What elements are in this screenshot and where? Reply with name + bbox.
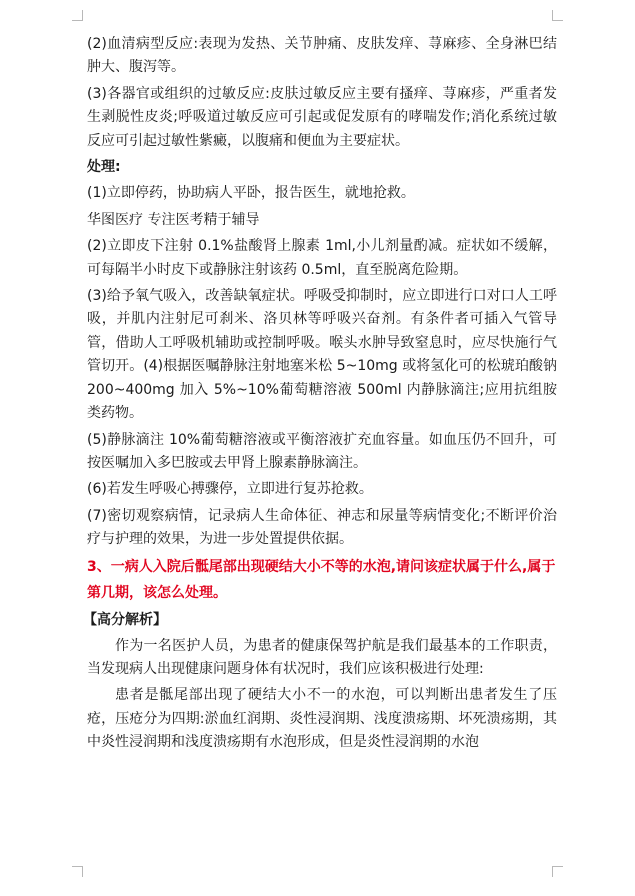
question-heading: 3、一病人入院后骶尾部出现硬结大小不等的水泡,请问该症状属于什么,属于第几期，该怎么处理。 [87,558,556,601]
treatment-step-3-4: (3)给予氧气吸入，改善缺氧症状。呼吸受抑制时，应立即进行口对口人工呼吸，并肌内注射尼可刹米、洛贝林等呼吸兴奋剂。有条件者可插入气管导管，借助人工呼吸机辅助或控制呼吸。喉头水肿导致窒息时，应尽快施行气管切开。(4)根据医嘱静脉注射地塞米松 5~10mg 或将氢化可的松琥珀酸钠 200~400mg 加入 5%~10%葡萄糖溶液 500ml 内静脉滴注;应用抗组胺类药物。 [87,288,557,422]
page-corner-mark-top-left [72,10,83,21]
watermark-line: 华图医疗 专注医考精于辅导 [87,211,260,228]
treatment-step-7: (7)密切观察病情，记录病人生命体征、神志和尿量等病情变化;不断评价治疗与护理的效果，为进一步处置提供依据。 [87,507,557,548]
analysis-heading: 【高分解析】 [83,611,167,628]
page-corner-mark-top-right [552,10,563,21]
treatment-step-2: (2)立即皮下注射 0.1%盐酸肾上腺素 1ml,小儿剂量酌减。症状如不缓解，可每隔半小时皮下或静脉注射该药 0.5ml，直至脱离危险期。 [87,238,557,278]
page-corner-mark-bottom-left [72,866,83,877]
analysis-paragraph-2: 患者是骶尾部出现了硬结大小不一的水泡，可以判断出患者发生了压疮，压疮分为四期:淤血红润期、炎性浸润期、浅度溃疡期、坏死溃疡期，其中炎性浸润期和浅度溃疡期有水泡形成，但是炎性浸润期的水泡 [87,687,557,751]
paragraph-serum-sickness: (2)血清病型反应:表现为发热、关节肿痛、皮肤发痒、荨麻疹、全身淋巴结肿大、腹泻等。 [87,36,557,76]
paragraph-organ-allergy: (3)各器官或组织的过敏反应:皮肤过敏反应主要有搔痒、荨麻疹，严重者发生剥脱性皮炎;呼吸道过敏反应可引起或促发原有的哮喘发作;消化系统过敏反应可引起过敏性紫癜，以腹痛和便血为主要症状。 [87,85,557,149]
page-corner-mark-bottom-right [552,866,563,877]
document-body [83,33,557,755]
treatment-step-1: (1)立即停药，协助病人平卧，报告医生，就地抢救。 [87,185,415,202]
treatment-step-5: (5)静脉滴注 10%葡萄糖溶液或平衡溶液扩充血容量。如血压仍不回升，可按医嘱加入多巴胺或去甲肾上腺素静脉滴注。 [87,431,557,471]
treatment-step-6: (6)若发生呼吸心搏骤停，立即进行复苏抢救。 [87,481,373,498]
analysis-paragraph-1: 作为一名医护人员，为患者的健康保驾护航是我们最基本的工作职责，当发现病人出现健康问题身体有状况时，我们应该积极进行处理: [87,637,557,677]
treatment-heading: 处理: [87,159,121,176]
